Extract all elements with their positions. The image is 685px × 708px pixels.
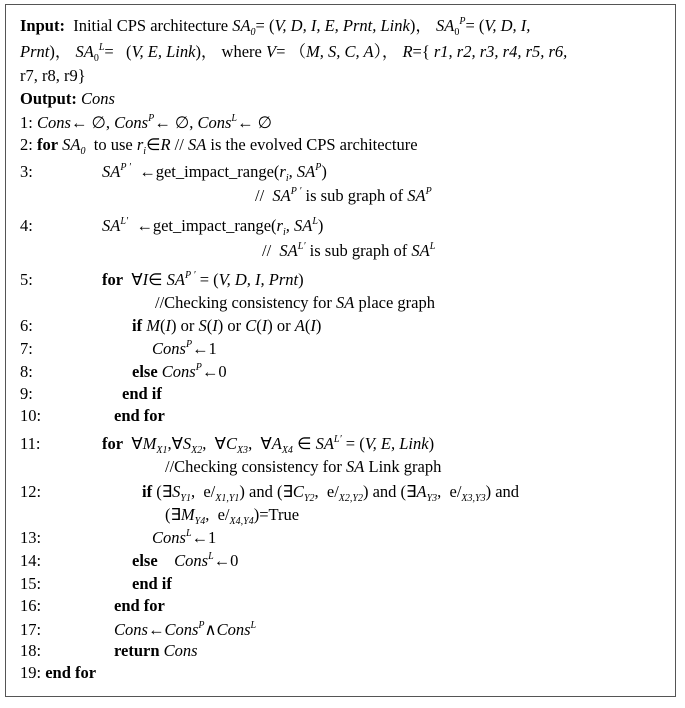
step-9: end if	[122, 384, 162, 403]
step-3-comment: // $SA^{P '}$ is sub graph of $SA^P$	[255, 186, 432, 205]
output-label: Output:	[20, 89, 77, 108]
step-5-comment: //Checking consistency for SA place graph	[155, 293, 435, 312]
step-13-number: 13:	[20, 528, 42, 547]
output-value: Cons	[80, 89, 115, 108]
step-3: $SA^{P '}$ $\leftarrow get\_impact\_range(r_i$, $SA^P$)	[102, 162, 327, 184]
step-8: else Cons$^P$←0	[132, 362, 227, 381]
step-5-number: 5:	[20, 270, 33, 289]
step-6-number: 6:	[20, 316, 33, 335]
step-4: $SA^{L'}$ $\leftarrow get\_impact\_range(r_i$, $SA^L$)	[102, 216, 324, 238]
step-6: if M(I) or S(I) or C(I) or A(I)	[132, 316, 322, 335]
step-7: Cons$^P$←1	[152, 339, 217, 358]
step-16: end for	[114, 596, 165, 615]
step-11-number: 11:	[20, 434, 41, 453]
step-number: 19:	[20, 663, 42, 682]
step-12: if ($\exists S_{Y1}$, $e/_{X1,Y1}$) and ($\exists C_{Y2}$, $e/_{X2,Y2}$) and ($\exists A_{Y3}$, $e/_{X3,Y3}$) and	[142, 482, 520, 504]
step-12-number: 12:	[20, 482, 42, 501]
step-15-number: 15:	[20, 574, 42, 593]
step-11: for $\forall M_{X1},\forall S_{X2}$, $\forall C_{X3}$, $\forall A_{X4}$ ∈ $SA^{L'} = (V$, E, Link)	[102, 434, 435, 456]
step-19: 19: end for	[20, 663, 97, 682]
step-14: else Cons$^L$←0	[132, 551, 239, 570]
step-10: end for	[114, 406, 165, 425]
step-17-number: 17:	[20, 620, 42, 639]
step-1: 1: Cons← ∅, Cons$^P$← ∅, Cons$^L$← ∅	[20, 113, 272, 132]
step-number: 2:	[20, 135, 33, 154]
step-7-number: 7:	[20, 339, 33, 358]
step-18: return Cons	[114, 641, 198, 660]
step-3-number: 3:	[20, 162, 33, 181]
step-2: 2: for $SA_0$ to use $r_i\in R$ // SA is the evolved CPS architecture	[20, 135, 418, 157]
step-18-number: 18:	[20, 641, 42, 660]
input-label: Input:	[20, 16, 65, 35]
input-line-3: r7, r8, r9}	[20, 66, 86, 85]
step-17: Cons←Cons$^P$∧Cons$^L$	[114, 620, 257, 639]
input-line-1: Input: Initial CPS architecture $SA_0= (V$, D, I, E, Prnt, Link)， $SA_0^P= (V$, D, I,	[20, 16, 531, 38]
step-16-number: 16:	[20, 596, 42, 615]
step-14-number: 14:	[20, 551, 42, 570]
step-8-number: 8:	[20, 362, 33, 381]
step-13: Cons$^L$←1	[152, 528, 217, 547]
output-line	[20, 89, 115, 109]
step-4-comment: // $SA^{L'}$ is sub graph of $SA^L$	[262, 241, 436, 260]
step-11-comment: //Checking consistency for SA Link graph	[165, 457, 442, 476]
step-number: 1:	[20, 113, 33, 132]
step-9-number: 9:	[20, 384, 33, 403]
step-4-number: 4:	[20, 216, 33, 235]
step-5: for ∀I∈ $SA^{P '} = (V$, D, I, Prnt)	[102, 270, 304, 289]
input-line-2: Prnt)， $SA_0^L= (V$, E, Link)， where V= （M, S, C, A）， R={ r1, r2, r3, r4, r5, r6,	[20, 42, 568, 64]
step-15: end if	[132, 574, 172, 593]
step-12-cont: ($\exists M_{Y4}$, $e/_{X4,Y4})=True$	[165, 505, 300, 527]
step-10-number: 10:	[20, 406, 42, 425]
